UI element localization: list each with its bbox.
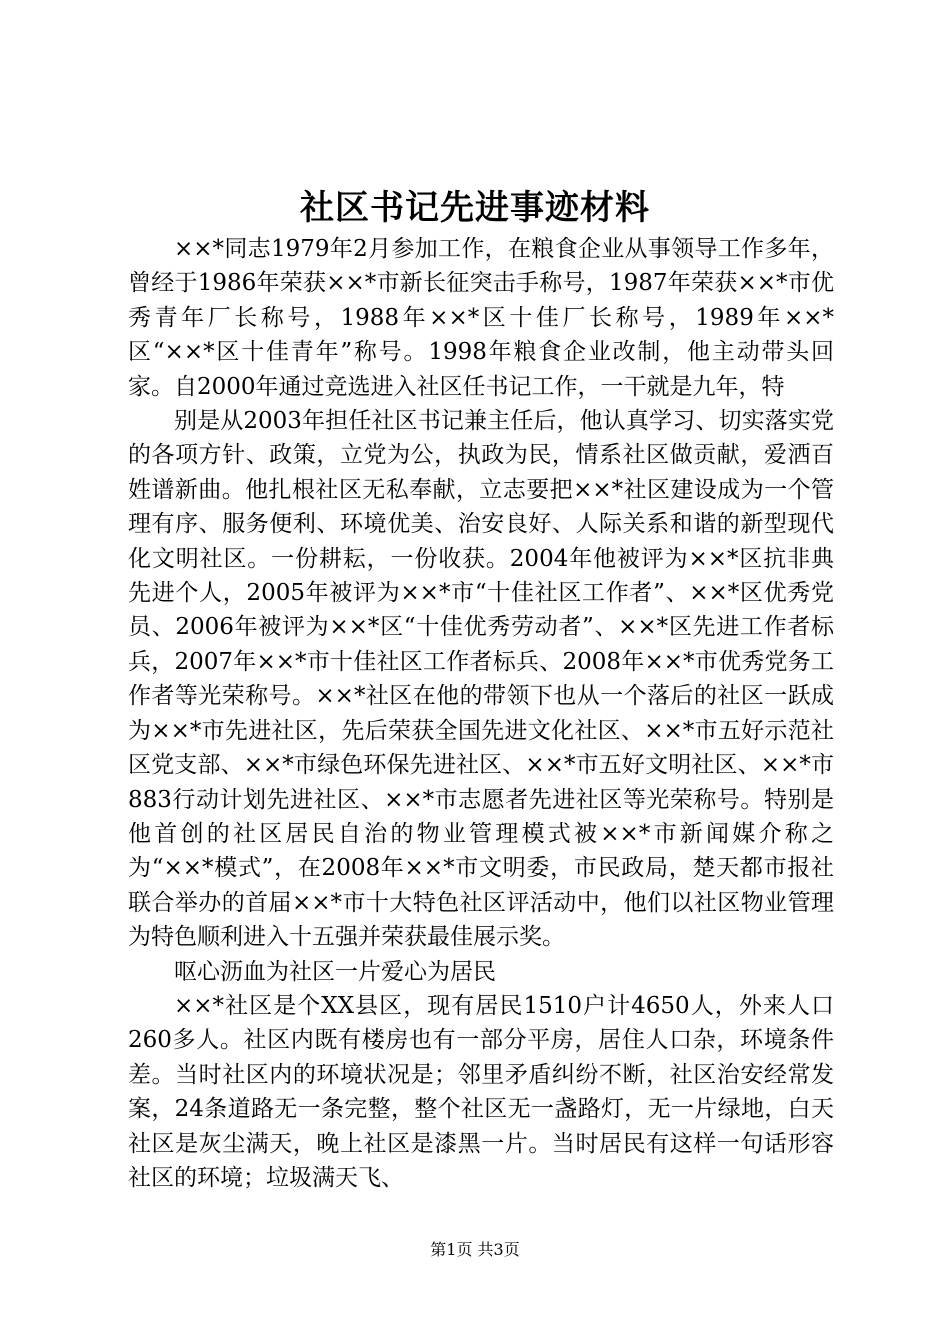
paragraph-intro: ××*同志1979年2月参加工作，在粮食企业从事领导工作多年，曾经于1986年荣获××*市新长征突击手称号，1987年荣获××*市优秀青年厂长称号，1988年××*区十佳厂长称号，1989年××*区“××*区十佳青年”称号。1998年粮食企业改制，他主动带头回家。自2000年通过竞选进入社区任书记工作，一干就是九年，特 [128,236,834,400]
paragraph-community: ××*社区是个XX县区，现有居民1510户计4650人，外来人口260多人。社区内既有楼房也有一部分平房，居住人口杂，环境条件差。当时社区内的环境状况是；邻里矛盾纠纷不断，社区治安经常发案，24条道路无一条完整，整个社区无一盏路灯，无一片绿地，白天社区是灰尘满天，晚上社区是漆黑一片。当时居民有这样一句话形容社区的环境；垃圾满天飞、 [128,992,834,1191]
document-title: 社区书记先进事迹材料 [300,188,650,228]
document-body [128,232,834,1195]
page-number: 第1页 共3页 [430,1240,520,1259]
paragraph-achievements: 别是从2003年担任社区书记兼主任后，他认真学习、切实落实党的各项方针、政策，立党为公，执政为民，情系社区做贡献，爱洒百姓谱新曲。他扎根社区无私奉献，立志要把××*社区建设成为一个管理有序、服务便利、环境优美、治安良好、人际关系和谐的新型现代化文明社区。一份耕耘，一份收获。2004年他被评为××*区抗非典先进个人，2005年被评为××*市“十佳社区工作者”、××*区优秀党员、2006年被评为××*区“十佳优秀劳动者”、××*区先进工作者标兵，2007年××*市十佳社区工作者标兵、2008年××*市优秀党务工作者等光荣称号。××*社区在他的带领下也从一个落后的社区一跃成为××*市先进社区，先后荣获全国先进文化社区、××*市五好示范社区党支部、××*市绿色环保先进社区、××*市五好文明社区、××*市883行动计划先进社区、××*市志愿者先进社区等光荣称号。特别是他首创的社区居民自治的物业管理模式被××*市新闻媒介称之为“××*模式”，在2008年××*市文明委，市民政局，楚天都市报社联合举办的首届××*市十大特色社区评活动中，他们以社区物业管理为特色顺利进入十五强并荣获最佳展示奖。 [128,408,834,951]
section-heading: 呕心沥血为社区一片爱心为居民 [174,958,496,985]
